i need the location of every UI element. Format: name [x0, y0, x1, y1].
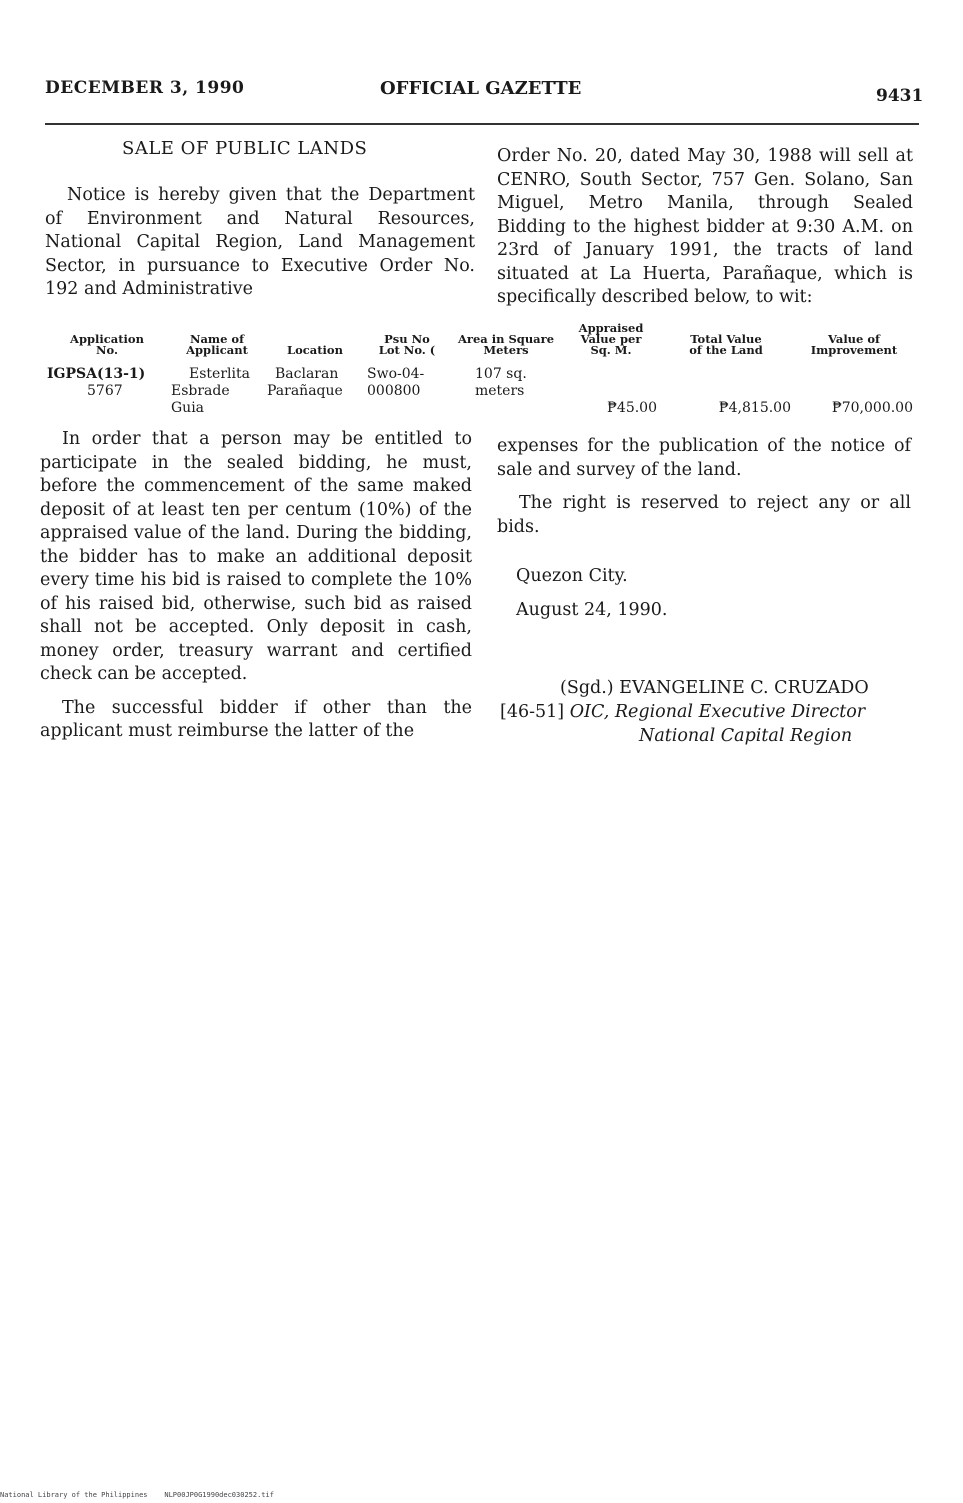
signatory-region: National Capital Region [639, 726, 853, 746]
col-location: Location [287, 343, 343, 357]
col-lot-no: Psu No Lot No. ( [378, 332, 436, 357]
scan-footer [0, 1491, 274, 1499]
body-right-column [497, 435, 911, 549]
col-application-no: Application No. [70, 332, 144, 357]
closing-place: Quezon City. [516, 566, 628, 586]
reservation-paragraph: The right is reserved to reject any or all bids. [497, 493, 911, 537]
header-title: OFFICIAL GAZETTE [380, 78, 582, 99]
signatory: (Sgd.) EVANGELINE C. CRUZADO [560, 678, 869, 698]
cell-location: Baclaran Parañaque [267, 366, 343, 399]
cell-appraised-value: ₱45.00 [607, 400, 657, 416]
col-total-value: Total Value of the Land [689, 332, 763, 357]
signatory-title: OIC, Regional Executive Director [569, 702, 866, 722]
page-number: 9431 [876, 86, 924, 106]
reimburse-paragraph: The successful bidder if other than the applicant must reimburse the latter of the [40, 697, 472, 741]
body-left-column [40, 428, 472, 754]
footer-library: National Library of the Philippines [0, 1491, 148, 1499]
closing-date: August 24, 1990. [516, 600, 668, 620]
cell-lot-no: Swo-04- 000800 [367, 366, 425, 399]
notice-paragraph-right: Order No. 20, dated May 30, 1988 will sell at CENRO, South Sector, 757 Gen. Solano, San Miguel, Metro Manila, through Sealed Bidding to the highest bidder at 9:30 A.M. on 23rd of January 1991, the tracts of land situated at La Huerta, Parañaque, which is specifically described below, to wit: [497, 146, 913, 307]
footer-file: NLP00JP0G1990dec030252.tif [164, 1491, 274, 1499]
table-row [45, 366, 915, 417]
notice-title: SALE OF PUBLIC LANDS [122, 138, 368, 159]
reference-code: [46-51] [500, 702, 565, 722]
col-applicant-name: Name of Applicant [186, 332, 248, 357]
col-area: Area in Square Meters [457, 332, 555, 357]
header-rule [45, 123, 919, 125]
cell-area: 107 sq. meters [475, 366, 527, 399]
cell-applicant-name: Esterlita Esbrade Guia [171, 366, 250, 416]
cell-improvement-value: ₱70,000.00 [831, 400, 913, 416]
cell-total-value: ₱4,815.00 [718, 400, 791, 416]
cell-application-no: IGPSA(13-1) 5767 [47, 366, 146, 399]
table-header-row [45, 323, 915, 366]
deposit-paragraph: In order that a person may be entitled to participate in the sealed bidding, he must, before the commencement of the same maked deposit of at least ten per centum (10%) of the appraised value of the land. During the bidding, the bidder has to make an additional deposit every time his bid is raised to complete the 10% of his raised bid, otherwise, such bid as raised shall not be accepted. Only deposit in cash, money order, treasury warrant and certified check can be accepted. [40, 429, 472, 684]
notice-paragraph-left: Notice is hereby given that the Department of Environment and Natural Resources, National Capital Region, Land Management Sector, in pursuance to Executive Order No. 192 and Administrative [45, 185, 475, 299]
col-improvement-value: Value of Improvement [810, 332, 898, 357]
header-date: DECEMBER 3, 1990 [45, 78, 245, 98]
expenses-paragraph: expenses for the publication of the notice of sale and survey of the land. [497, 436, 911, 480]
land-table [45, 323, 915, 417]
signature-block [500, 676, 869, 748]
col-appraised-value: Appraised Value per Sq. M. [578, 321, 644, 357]
